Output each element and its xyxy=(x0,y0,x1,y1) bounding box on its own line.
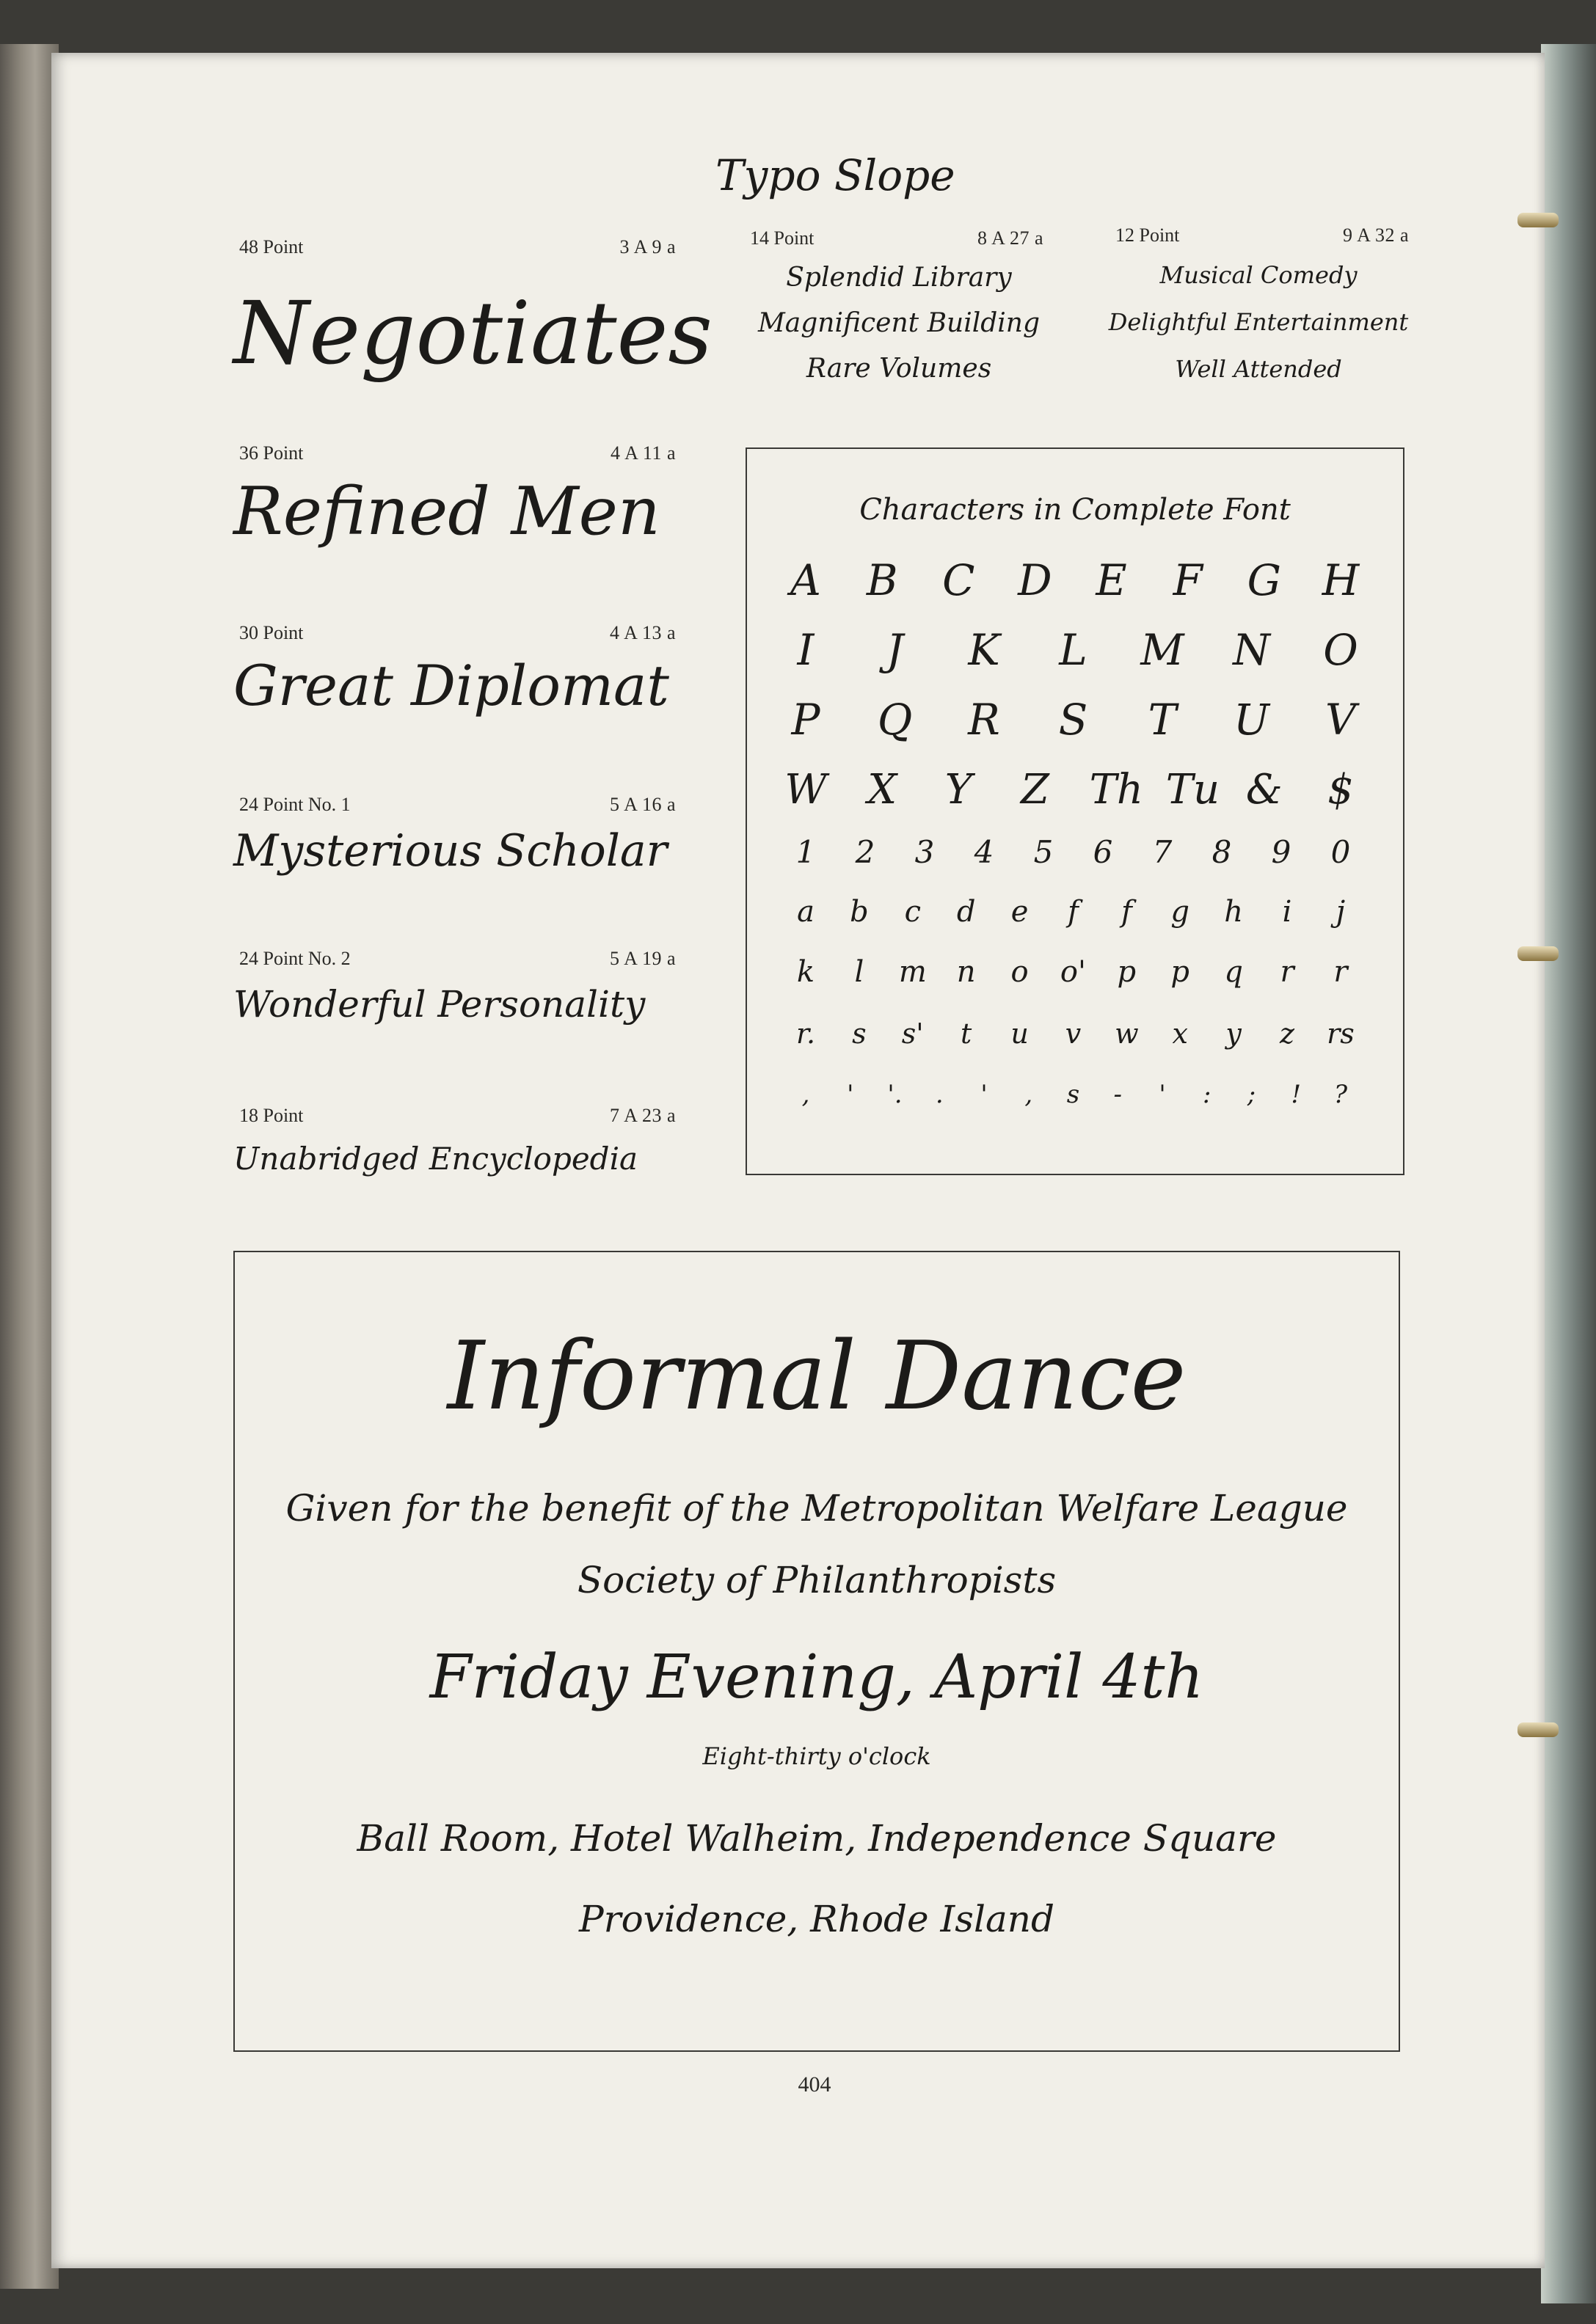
character-glyph: w xyxy=(1115,1017,1139,1050)
point-size: 24 Point No. 1 xyxy=(239,794,351,815)
character-glyph: Th xyxy=(1089,766,1143,814)
specimen-sample: Unabridged Encyclopedia xyxy=(233,1141,638,1177)
point-size: 30 Point xyxy=(239,622,304,643)
specimen-header xyxy=(239,948,676,970)
character-glyph: f xyxy=(1121,895,1132,929)
point-size: 48 Point xyxy=(239,236,304,257)
character-glyph: R xyxy=(968,695,1000,745)
font-count: 8 A 27 a xyxy=(977,227,1043,249)
character-glyph: P xyxy=(791,695,820,745)
character-glyph: c xyxy=(904,895,921,929)
character-glyph: q xyxy=(1224,955,1243,989)
invitation-headline: Informal Dance xyxy=(447,1322,1187,1431)
character-glyph: 7 xyxy=(1152,834,1173,870)
character-glyph: , xyxy=(1024,1080,1033,1109)
character-glyph: F xyxy=(1173,555,1203,605)
character-glyph: 6 xyxy=(1093,834,1113,870)
specimen-sample: Mysterious Scholar xyxy=(233,825,668,877)
character-glyph: - xyxy=(1113,1080,1122,1109)
specimen-header xyxy=(239,236,676,258)
character-glyph: s xyxy=(852,1017,867,1050)
invitation-venue: Ball Room, Hotel Walheim, Independence Square xyxy=(357,1817,1277,1860)
character-glyph: S xyxy=(1058,695,1088,745)
character-glyph: i xyxy=(1282,895,1292,929)
character-glyph: 8 xyxy=(1211,834,1232,870)
character-glyph: j xyxy=(1336,895,1346,929)
character-row xyxy=(784,555,1363,605)
character-glyph: ! xyxy=(1291,1080,1302,1109)
character-glyph: Z xyxy=(1020,766,1049,814)
character-glyph: C xyxy=(942,555,975,605)
character-glyph: '. xyxy=(887,1080,903,1109)
invitation-specimen xyxy=(233,1251,1400,2052)
character-glyph: v xyxy=(1065,1017,1082,1050)
character-glyph: N xyxy=(1233,625,1270,675)
character-glyph: M xyxy=(1140,625,1184,675)
character-glyph: k xyxy=(796,955,815,989)
character-glyph: rs xyxy=(1327,1017,1355,1050)
character-glyph: 2 xyxy=(855,834,875,870)
specimen-line: Magnificent Building xyxy=(757,308,1041,338)
character-glyph: z xyxy=(1280,1017,1295,1050)
character-glyph: V xyxy=(1325,695,1356,745)
character-row xyxy=(784,895,1363,929)
character-glyph: T xyxy=(1148,695,1177,745)
character-row xyxy=(784,834,1363,870)
character-glyph: A xyxy=(790,555,821,605)
specimen-line: Splendid Library xyxy=(786,263,1012,293)
font-count: 5 A 16 a xyxy=(610,794,676,815)
character-glyph: m xyxy=(898,955,927,989)
font-count: 3 A 9 a xyxy=(619,236,676,257)
character-glyph: Y xyxy=(944,766,972,814)
character-glyph: h xyxy=(1224,895,1243,929)
invitation-city: Providence, Rhode Island xyxy=(579,1898,1054,1940)
character-glyph: ' xyxy=(847,1080,854,1109)
point-size: 18 Point xyxy=(239,1105,304,1126)
book-edge-left xyxy=(0,44,59,2289)
specimen-sample: Refined Men xyxy=(233,473,660,550)
character-glyph: Q xyxy=(877,695,913,745)
character-glyph: l xyxy=(854,955,864,989)
character-row xyxy=(784,695,1363,745)
character-glyph: 9 xyxy=(1271,834,1291,870)
specimen-header xyxy=(239,1105,676,1127)
specimen-line: Rare Volumes xyxy=(806,354,992,384)
binding-clip xyxy=(1517,946,1559,961)
character-glyph: r. xyxy=(795,1017,816,1050)
specimen-line: Well Attended xyxy=(1175,355,1342,383)
specimen-line: Delightful Entertainment xyxy=(1108,308,1409,336)
point-size: 12 Point xyxy=(1115,224,1180,246)
invitation-date: Friday Evening, April 4th xyxy=(429,1642,1204,1712)
character-glyph: 5 xyxy=(1033,834,1054,870)
character-glyph: . xyxy=(935,1080,944,1109)
point-size: 36 Point xyxy=(239,442,304,464)
character-glyph: K xyxy=(968,625,1000,675)
character-glyph: o' xyxy=(1060,955,1086,989)
character-row xyxy=(784,1017,1363,1050)
character-glyph: J xyxy=(886,625,904,675)
specimen-sample: Wonderful Personality xyxy=(233,983,646,1026)
invitation-time: Eight-thirty o'clock xyxy=(702,1742,931,1770)
font-count: 4 A 11 a xyxy=(611,442,676,464)
character-row xyxy=(784,625,1363,675)
character-glyph: x xyxy=(1172,1017,1188,1050)
binding-clip xyxy=(1517,213,1559,227)
character-glyph: & xyxy=(1245,766,1283,814)
character-glyph: $ xyxy=(1327,766,1354,814)
character-glyph: ; xyxy=(1247,1080,1256,1109)
specimen-header xyxy=(750,227,1043,249)
character-glyph: f xyxy=(1068,895,1079,929)
character-glyph: t xyxy=(961,1017,972,1050)
character-glyph: H xyxy=(1322,555,1360,605)
character-glyph: U xyxy=(1234,695,1269,745)
character-set-box xyxy=(746,447,1404,1175)
character-glyph: 0 xyxy=(1330,834,1351,870)
character-glyph: O xyxy=(1323,625,1358,675)
character-glyph: o xyxy=(1010,955,1029,989)
character-glyph: r xyxy=(1333,955,1348,989)
font-count: 7 A 23 a xyxy=(610,1105,676,1126)
character-glyph: n xyxy=(956,955,976,989)
character-glyph: ? xyxy=(1333,1080,1348,1109)
character-row xyxy=(784,1080,1363,1109)
specimen-header xyxy=(239,794,676,816)
specimen-sample: Negotiates xyxy=(233,282,713,384)
character-glyph: s xyxy=(1066,1080,1080,1109)
character-glyph: G xyxy=(1247,555,1282,605)
character-glyph: D xyxy=(1018,555,1052,605)
font-count: 4 A 13 a xyxy=(610,622,676,643)
character-glyph: y xyxy=(1225,1017,1242,1050)
character-glyph: p xyxy=(1170,955,1190,989)
character-glyph: B xyxy=(866,555,898,605)
invitation-line: Society of Philanthropists xyxy=(577,1559,1057,1601)
character-glyph: 1 xyxy=(795,834,816,870)
character-glyph: r xyxy=(1280,955,1294,989)
point-size: 14 Point xyxy=(750,227,815,249)
specimen-header xyxy=(239,622,676,644)
point-size: 24 Point No. 2 xyxy=(239,948,351,969)
character-row xyxy=(784,955,1363,989)
character-glyph: 3 xyxy=(914,834,935,870)
character-glyph: L xyxy=(1059,625,1087,675)
page-title: Typo Slope xyxy=(715,150,955,200)
character-glyph: W xyxy=(784,766,827,814)
character-glyph: p xyxy=(1117,955,1137,989)
character-glyph: ' xyxy=(1159,1080,1166,1109)
page-number: 404 xyxy=(798,2072,831,2097)
specimen-line: Musical Comedy xyxy=(1159,261,1358,289)
font-count: 5 A 19 a xyxy=(610,948,676,969)
character-glyph: g xyxy=(1170,895,1190,929)
character-glyph: E xyxy=(1096,555,1127,605)
character-glyph: 4 xyxy=(974,834,994,870)
character-set-title: Characters in Complete Font xyxy=(859,493,1291,527)
character-glyph: b xyxy=(850,895,869,929)
specimen-header xyxy=(239,442,676,464)
character-glyph: , xyxy=(801,1080,810,1109)
character-glyph: ' xyxy=(980,1080,988,1109)
character-glyph: e xyxy=(1010,895,1029,929)
character-glyph: : xyxy=(1203,1080,1211,1109)
character-glyph: I xyxy=(797,625,815,675)
character-glyph: a xyxy=(797,895,815,929)
specimen-header xyxy=(1115,224,1409,246)
character-glyph: s' xyxy=(901,1017,924,1050)
specimen-sample: Great Diplomat xyxy=(233,653,669,718)
character-glyph: d xyxy=(956,895,976,929)
character-row xyxy=(784,766,1363,814)
binding-clip xyxy=(1517,1722,1559,1737)
character-glyph: Tu xyxy=(1165,766,1220,814)
invitation-line: Given for the benefit of the Metropolitan Welfare League xyxy=(285,1487,1348,1530)
book-edge-right xyxy=(1541,44,1596,2303)
font-count: 9 A 32 a xyxy=(1343,224,1409,246)
character-glyph: X xyxy=(867,766,897,814)
character-glyph: u xyxy=(1010,1017,1029,1050)
